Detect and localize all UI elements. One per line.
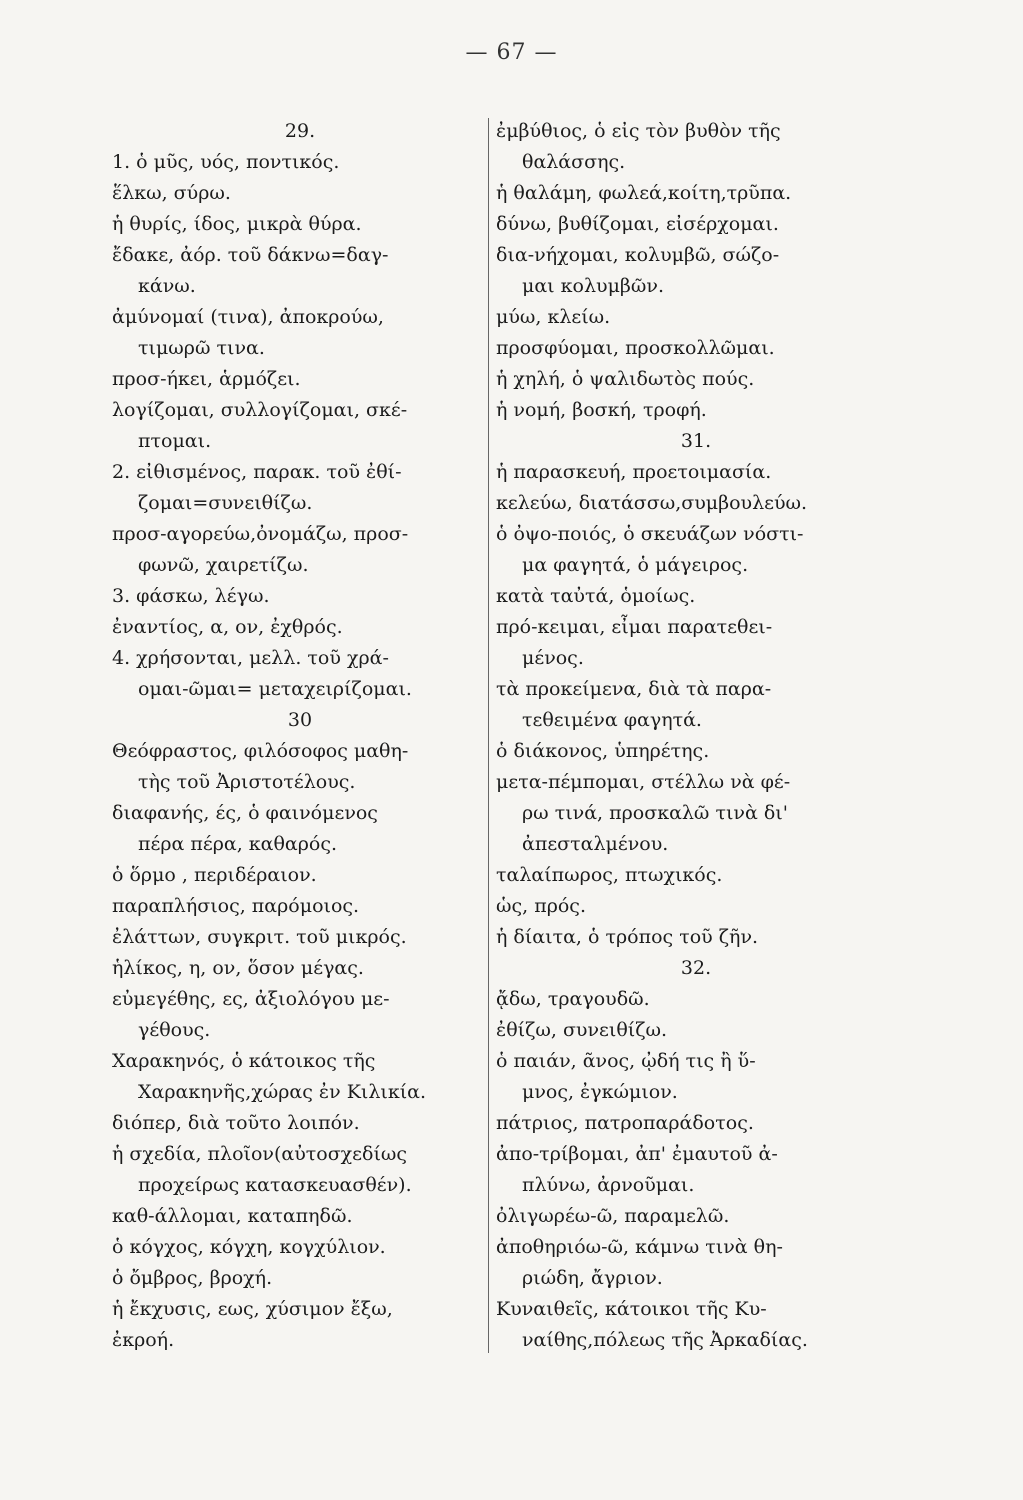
glossary-line: ἀπεσταλμένου. bbox=[522, 833, 669, 855]
glossary-line: Χαρακηνῆς,χώρας ἐν Κιλικία. bbox=[138, 1081, 427, 1103]
column-divider bbox=[488, 118, 489, 1353]
glossary-line: παραπλήσιος, παρόμοιος. bbox=[112, 895, 360, 917]
glossary-line: μαι κολυμβῶν. bbox=[522, 275, 664, 297]
glossary-line: ὁ ὀψο-ποιός, ὁ σκευάζων νόστι- bbox=[496, 523, 804, 545]
glossary-line: ἡ χηλή, ὁ ψαλιδωτὸς πούς. bbox=[496, 368, 755, 390]
glossary-line: ριώδη, ἄγριον. bbox=[522, 1267, 663, 1289]
glossary-line: ἡ ἔκχυσις, εως, χύσιμον ἔξω, bbox=[112, 1298, 393, 1320]
glossary-line: ἡ παρασκευή, προετοιμασία. bbox=[496, 461, 772, 483]
glossary-line: τὴς τοῦ Ἀριστοτέλους. bbox=[138, 771, 356, 793]
glossary-line: μα φαγητά, ὁ μάγειρος. bbox=[522, 554, 749, 576]
glossary-line: Θεόφραστος, φιλόσοφος μαθη- bbox=[112, 740, 409, 762]
glossary-line: μνος, ἐγκώμιον. bbox=[522, 1081, 678, 1103]
glossary-line: ταλαίπωρος, πτωχικός. bbox=[496, 864, 723, 886]
glossary-line: πάτριος, πατροπαράδοτος. bbox=[496, 1112, 754, 1134]
glossary-line: τὰ προκείμενα, διὰ τὰ παρα- bbox=[496, 678, 772, 700]
glossary-line: πέρα πέρα, καθαρός. bbox=[138, 833, 338, 855]
glossary-line: ρω τινά, προσκαλῶ τινὰ δι' bbox=[522, 802, 788, 824]
glossary-line: ὁ διάκονος, ὑπηρέτης. bbox=[496, 740, 710, 762]
glossary-line: θαλάσσης. bbox=[522, 151, 626, 173]
glossary-line: γέθους. bbox=[138, 1019, 211, 1041]
glossary-line: ναίθης,πόλεως τῆς Ἀρκαδίας. bbox=[522, 1329, 808, 1351]
glossary-line: ὁ κόγχος, κόγχη, κογχύλιον. bbox=[112, 1236, 386, 1258]
left-column bbox=[112, 116, 488, 1356]
glossary-line: μύω, κλείω. bbox=[496, 306, 611, 328]
section-number: 30 bbox=[287, 709, 313, 731]
glossary-line: δύνω, βυθίζομαι, εἰσέρχομαι. bbox=[496, 213, 779, 235]
glossary-line: κελεύω, διατάσσω,συμβουλεύω. bbox=[496, 492, 808, 514]
glossary-line: ομαι-ῶμαι= μεταχειρίζομαι. bbox=[138, 678, 412, 700]
glossary-line: ὡς, πρός. bbox=[496, 895, 586, 917]
glossary-line: ζομαι=συνειθίζω. bbox=[138, 492, 313, 514]
glossary-line: ἡ σχεδία, πλοῖον(αὐτοσχεδίως bbox=[112, 1143, 408, 1165]
glossary-line: φωνῶ, χαιρετίζω. bbox=[138, 554, 309, 576]
glossary-line: ἐναντίος, α, ον, ἐχθρός. bbox=[112, 616, 343, 638]
glossary-line: μετα-πέμπομαι, στέλλω νὰ φέ- bbox=[496, 771, 791, 793]
glossary-line: ἐθίζω, συνειθίζω. bbox=[496, 1019, 668, 1041]
glossary-line: ὀλιγωρέω-ῶ, παραμελῶ. bbox=[496, 1205, 730, 1227]
glossary-line: ᾄδω, τραγουδῶ. bbox=[496, 988, 650, 1010]
glossary-line: Χαρακηνός, ὁ κάτοικος τῆς bbox=[112, 1050, 376, 1072]
glossary-line: λογίζομαι, συλλογίζομαι, σκέ- bbox=[112, 399, 408, 421]
glossary-line: προσ-αγορεύω,ὀνομάζω, προσ- bbox=[112, 523, 409, 545]
glossary-line: ἡ δίαιτα, ὁ τρόπος τοῦ ζῆν. bbox=[496, 926, 759, 948]
glossary-line: κατὰ ταὐτά, ὁμοίως. bbox=[496, 585, 696, 607]
glossary-line: ἀποθηριόω-ῶ, κάμνω τινὰ θη- bbox=[496, 1236, 783, 1258]
glossary-line: ἔδακε, ἀόρ. τοῦ δάκνω=δαγ- bbox=[112, 244, 389, 266]
glossary-line: ἕλκω, σύρω. bbox=[112, 182, 231, 204]
glossary-line: δια-νήχομαι, κολυμβῶ, σώζο- bbox=[496, 244, 780, 266]
glossary-line: πτομαι. bbox=[138, 430, 212, 452]
glossary-line: διαφανής, ές, ὁ φαινόμενος bbox=[112, 802, 378, 824]
glossary-line: ἀμύνομαί (τινα), ἀποκρούω, bbox=[112, 306, 384, 328]
glossary-line: ἐλάττων, συγκριτ. τοῦ μικρός. bbox=[112, 926, 407, 948]
glossary-line: 1. ὁ μῦς, υός, ποντικός. bbox=[112, 151, 340, 173]
glossary-line: ἐκροή. bbox=[112, 1329, 175, 1351]
glossary-line: τιμωρῶ τινα. bbox=[138, 337, 265, 359]
glossary-line: προσφύομαι, προσκολλῶμαι. bbox=[496, 337, 775, 359]
glossary-line: ὁ ὅρμο , περιδέραιον. bbox=[112, 864, 317, 886]
glossary-line: πρό-κειμαι, εἶμαι παρατεθει- bbox=[496, 616, 773, 638]
section-number: 29. bbox=[284, 120, 316, 142]
glossary-line: διόπερ, διὰ τοῦτο λοιπόν. bbox=[112, 1112, 360, 1134]
page-number: — 67 — bbox=[465, 40, 558, 65]
glossary-line: ἀπο-τρίβομαι, ἀπ' ἐμαυτοῦ ἀ- bbox=[496, 1143, 778, 1165]
glossary-line: 4. χρήσονται, μελλ. τοῦ χρά- bbox=[112, 647, 389, 669]
section-number: 31. bbox=[680, 430, 712, 452]
glossary-line: μένος. bbox=[522, 647, 584, 669]
glossary-line: ἡ νομή, βοσκή, τροφή. bbox=[496, 399, 707, 421]
glossary-line: ἡ θαλάμη, φωλεά,κοίτη,τρῦπα. bbox=[496, 182, 792, 204]
section-number: 32. bbox=[680, 957, 712, 979]
glossary-line: Κυναιθεῖς, κάτοικοι τῆς Κυ- bbox=[496, 1298, 767, 1320]
glossary-line: τεθειμένα φαγητά. bbox=[522, 709, 702, 731]
glossary-line: προσ-ήκει, ἁρμόζει. bbox=[112, 368, 301, 390]
glossary-line: ἡ θυρίς, ίδος, μικρὰ θύρα. bbox=[112, 213, 362, 235]
right-column bbox=[496, 116, 896, 1356]
glossary-line: καθ-άλλομαι, καταπηδῶ. bbox=[112, 1205, 353, 1227]
glossary-line: εὐμεγέθης, ες, ἀξιολόγου με- bbox=[112, 988, 390, 1010]
glossary-line: πλύνω, ἀρνοῦμαι. bbox=[522, 1174, 695, 1196]
glossary-line: προχείρως κατασκευασθέν). bbox=[138, 1174, 412, 1196]
glossary-line: 2. εἰθισμένος, παρακ. τοῦ ἐθί- bbox=[112, 461, 402, 483]
glossary-line: ἐμβύθιος, ὁ εἰς τὸν βυθὸν τῆς bbox=[496, 120, 781, 142]
glossary-line: ὁ ὄμβρος, βροχή. bbox=[112, 1267, 273, 1289]
glossary-line: ἡλίκος, η, ον, ὅσον μέγας. bbox=[112, 957, 364, 979]
glossary-line: ὁ παιάν, ᾶνος, ᾠδή τις ἢ ὕ- bbox=[496, 1050, 756, 1072]
glossary-line: 3. φάσκω, λέγω. bbox=[112, 585, 270, 607]
glossary-line: κάνω. bbox=[138, 275, 196, 297]
